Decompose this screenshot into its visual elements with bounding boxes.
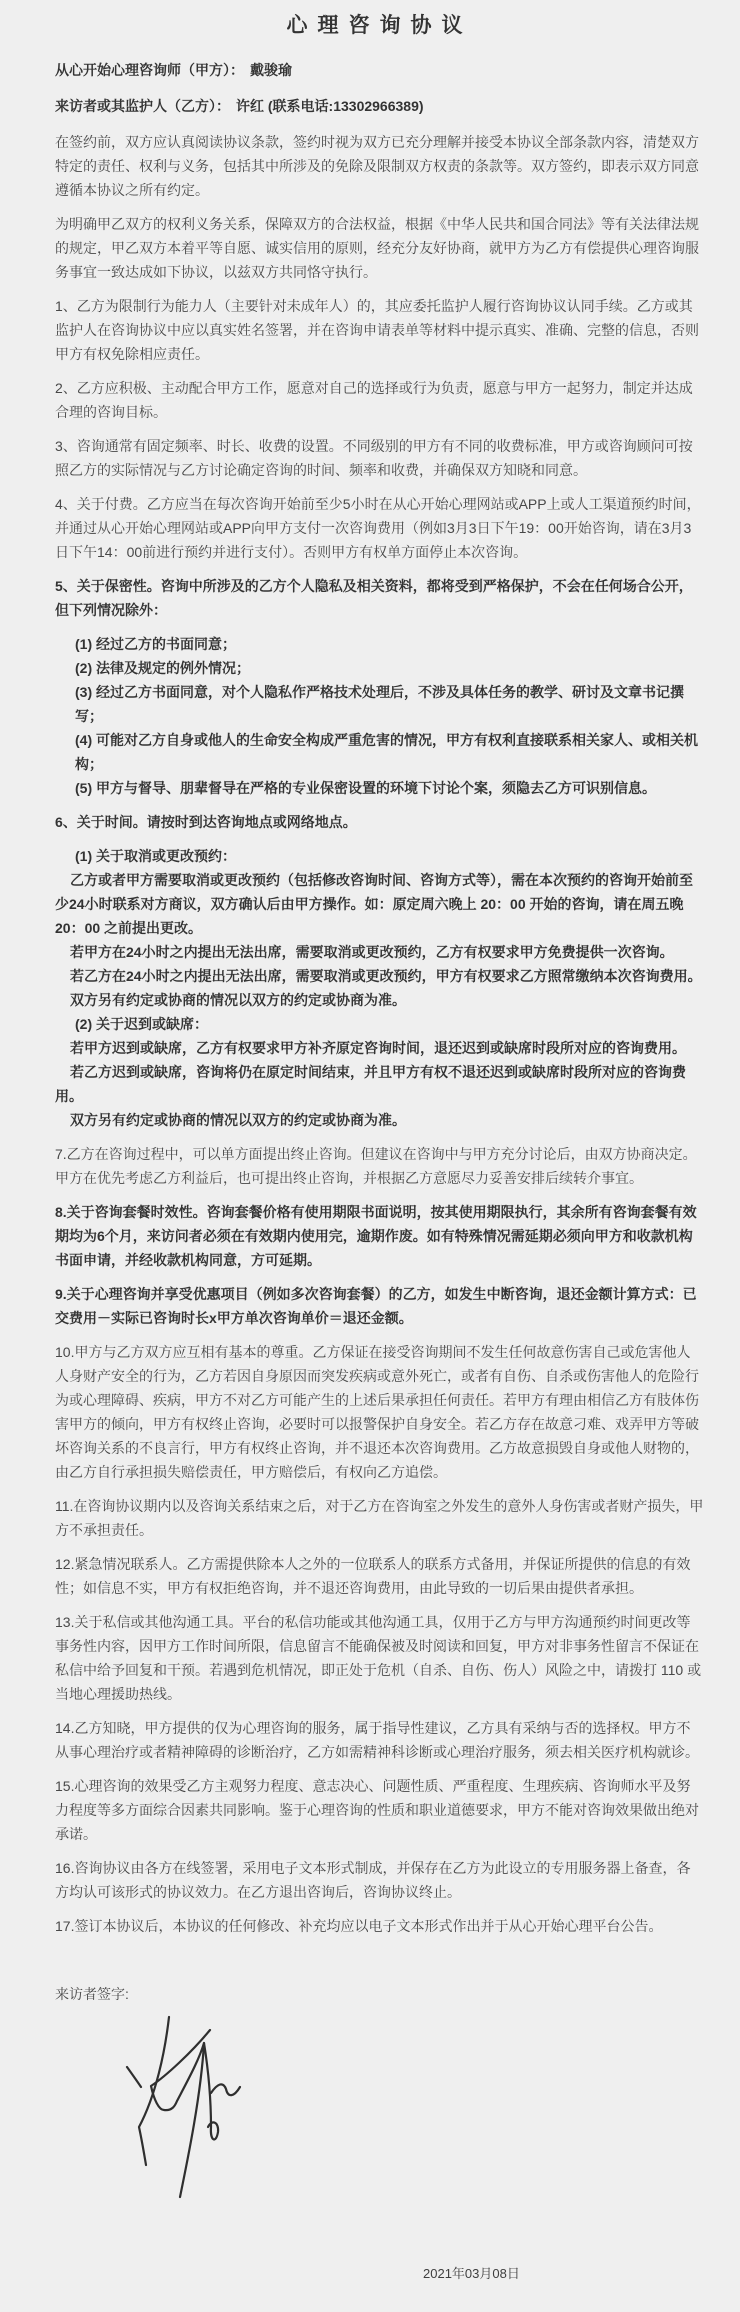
paragraph: 14.乙方知晓，甲方提供的仅为心理咨询的服务，属于指导性建议，乙方具有采纳与否的选择权。甲方不从事心理治疗或者精神障碍的诊断治疗，乙方如需精神科诊断或心理治疗服务，须去相关医疗机构就诊。 (55, 1720, 699, 1760)
paragraph: 15.心理咨询的效果受乙方主观努力程度、意志决心、问题性质、严重程度、生理疾病、咨询师水平及努力程度等多方面综合因素共同影响。鉴于心理咨询的性质和职业道德要求，甲方不能对咨询效果做出绝对承诺。 (55, 1778, 699, 1842)
paragraph: (3) 经过乙方书面同意，对个人隐私作严格技术处理后，不涉及具体任务的教学、研讨及文章书记撰写； (75, 684, 684, 724)
party-b-line (55, 94, 704, 118)
paragraph: 若甲方在24小时之内提出无法出席，需要取消或更改预约，乙方有权要求甲方免费提供一次咨询。 (70, 944, 674, 960)
paragraph: 10.甲方与乙方双方应互相有基本的尊重。乙方保证在接受咨询期间不发生任何故意伤害自己或危害他人人身财产安全的行为，乙方若因自身原因而突发疾病或意外死亡，或者有自伤、自杀或伤害他人的危险行为或心理障碍、疾病，甲方不对乙方可能产生的上述后果承担任何责任。若甲方有理由相信乙方有肢体伤害甲方的倾向，甲方有权终止咨询，必要时可以报警保护自身安全。若乙方存在故意刁难、戏弄甲方等破坏咨询关系的不良言行，甲方有权终止咨询，并不退还本次咨询费用。乙方故意损毁自身或他人财物的，由乙方自行承担损失赔偿责任，甲方赔偿后，有权向乙方追偿。 (55, 1344, 699, 1480)
paragraph: 7.乙方在咨询过程中，可以单方面提出终止咨询。但建议在咨询中与甲方充分讨论后，由双方协商决定。甲方在优先考虑乙方利益后，也可提出终止咨询，并根据乙方意愿尽力妥善安排后续转介事宜。 (55, 1146, 697, 1186)
paragraph: 9.关于心理咨询并享受优惠项目（例如多次咨询套餐）的乙方，如发生中断咨询，退还金额计算方式：已交费用－实际已咨询时长x甲方单次咨询单价＝退还金额。 (55, 1286, 697, 1326)
paragraph: 17.签订本协议后，本协议的任何修改、补充均应以电子文本形式作出并于从心开始心理平台公告。 (55, 1918, 663, 1934)
paragraph: (2) 关于迟到或缺席： (75, 1016, 208, 1032)
paragraph: 为明确甲乙双方的权利义务关系，保障双方的合法权益，根据《中华人民共和国合同法》等有关法律法规的规定，甲乙双方本着平等自愿、诚实信用的原则，经充分友好协商，就甲方为乙方有偿提供心理咨询服务事宜一致达成如下协议，以兹双方共同恪守执行。 (55, 216, 699, 280)
party-b-name: 许红 (联系电话:13302966389) (236, 98, 424, 114)
paragraph: 11.在咨询协议期内以及咨询关系结束之后，对于乙方在咨询室之外发生的意外人身伤害或者财产损失，甲方不承担责任。 (55, 1498, 704, 1538)
paragraph: (4) 可能对乙方自身或他人的生命安全构成严重危害的情况，甲方有权利直接联系相关家人、或相关机构； (75, 732, 698, 772)
paragraph: (1) 关于取消或更改预约： (75, 848, 236, 864)
paragraph: 在签约前，双方应认真阅读协议条款，签约时视为双方已充分理解并接受本协议全部条款内容，清楚双方特定的责任、权利与义务，包括其中所涉及的免除及限制双方权责的条款等。双方签约，即表示双方同意遵循本协议之所有约定。 (55, 134, 699, 198)
party-a-name: 戴骏瑜 (250, 62, 292, 78)
agreement-body (55, 130, 704, 1938)
paragraph: 8.关于咨询套餐时效性。咨询套餐价格有使用期限书面说明，按其使用期限执行，其余所有咨询套餐有效期均为6个月，来访问者必须在有效期内使用完，逾期作废。如有特殊情况需延期必须向甲方和收款机构书面申请，并经收款机构同意，方可延期。 (55, 1204, 697, 1268)
party-b-label: 来访者或其监护人（乙方）： (55, 98, 230, 114)
visitor-signature-image (111, 2010, 261, 2202)
paragraph: 1、乙方为限制行为能力人（主要针对未成年人）的，其应委托监护人履行咨询协议认同手续。乙方或其监护人在咨询协议中应以真实姓名签署，并在咨询申请表单等材料中提示真实、准确、完整的信息，否则甲方有权免除相应责任。 (55, 298, 699, 362)
paragraph: 若甲方迟到或缺席，乙方有权要求甲方补齐原定咨询时间，退还迟到或缺席时段所对应的咨询费用。 (70, 1040, 686, 1056)
signature-date: 2021年03月08日 (423, 2266, 520, 2281)
paragraph: 6、关于时间。请按时到达咨询地点或网络地点。 (55, 814, 357, 830)
paragraph: 12.紧急情况联系人。乙方需提供除本人之外的一位联系人的联系方式备用，并保证所提供的信息的有效性；如信息不实，甲方有权拒绝咨询，并不退还咨询费用，由此导致的一切后果由提供者承担。 (55, 1556, 691, 1596)
paragraph: (1) 经过乙方的书面同意； (75, 636, 236, 652)
paragraph: 双方另有约定或协商的情况以双方的约定或协商为准。 (70, 992, 406, 1008)
paragraph: 若乙方在24小时之内提出无法出席，需要取消或更改预约，甲方有权要求乙方照常缴纳本次咨询费用。 (70, 968, 702, 984)
paragraph: 16.咨询协议由各方在线签署，采用电子文本形式制成，并保存在乙方为此设立的专用服务器上备查，各方均认可该形式的协议效力。在乙方退出咨询后，咨询协议终止。 (55, 1860, 691, 1900)
paragraph: 5、关于保密性。咨询中所涉及的乙方个人隐私及相关资料，都将受到严格保护，不会在任何场合公开，但下列情况除外： (55, 578, 693, 618)
paragraph: 3、咨询通常有固定频率、时长、收费的设置。不同级别的甲方有不同的收费标准，甲方或咨询顾问可按照乙方的实际情况与乙方讨论确定咨询的时间、频率和收费，并确保双方知晓和同意。 (55, 438, 693, 478)
paragraph: 若乙方迟到或缺席，咨询将仍在原定时间结束，并且甲方有权不退还迟到或缺席时段所对应的咨询费用。 (55, 1064, 686, 1104)
paragraph: (5) 甲方与督导、朋辈督导在严格的专业保密设置的环境下讨论个案，须隐去乙方可识别信息。 (75, 780, 656, 796)
paragraph: (2) 法律及规定的例外情况； (75, 660, 250, 676)
page-title: 心理咨询协议 (286, 14, 473, 37)
party-a-line (55, 58, 704, 82)
paragraph: 双方另有约定或协商的情况以双方的约定或协商为准。 (70, 1112, 406, 1128)
party-a-label: 从心开始心理咨询师（甲方）： (55, 62, 244, 78)
visitor-signature-label: 来访者签字: (55, 1986, 129, 2002)
paragraph: 乙方或者甲方需要取消或更改预约（包括修改咨询时间、咨询方式等），需在本次预约的咨询开始前至少24小时联系对方商议，双方确认后由甲方操作。如：原定周六晚上 20：00 开始的咨询，请在周五晚 20：00 之前提出更改。 (55, 872, 693, 936)
paragraph: 4、关于付费。乙方应当在每次咨询开始前至少5小时在从心开始心理网站或APP上或人工渠道预约时间，并通过从心开始心理网站或APP向甲方支付一次咨询费用（例如3月3日下午19：00开始咨询，请在3月3日下午14：00前进行预约并进行支付）。否则甲方有权单方面停止本次咨询。 (55, 496, 701, 560)
paragraph: 13.关于私信或其他沟通工具。平台的私信功能或其他沟通工具，仅用于乙方与甲方沟通预约时间更改等事务性内容，因甲方工作时间所限，信息留言不能确保被及时阅读和回复，甲方对非事务性留言不保证在私信中给予回复和干预。若遇到危机情况，即正处于危机（自杀、自伤、伤人）风险之中，请拨打 110 或当地心理援助热线。 (55, 1614, 702, 1702)
paragraph: 2、乙方应积极、主动配合甲方工作，愿意对自己的选择或行为负责，愿意与甲方一起努力，制定并达成合理的咨询目标。 (55, 380, 693, 420)
